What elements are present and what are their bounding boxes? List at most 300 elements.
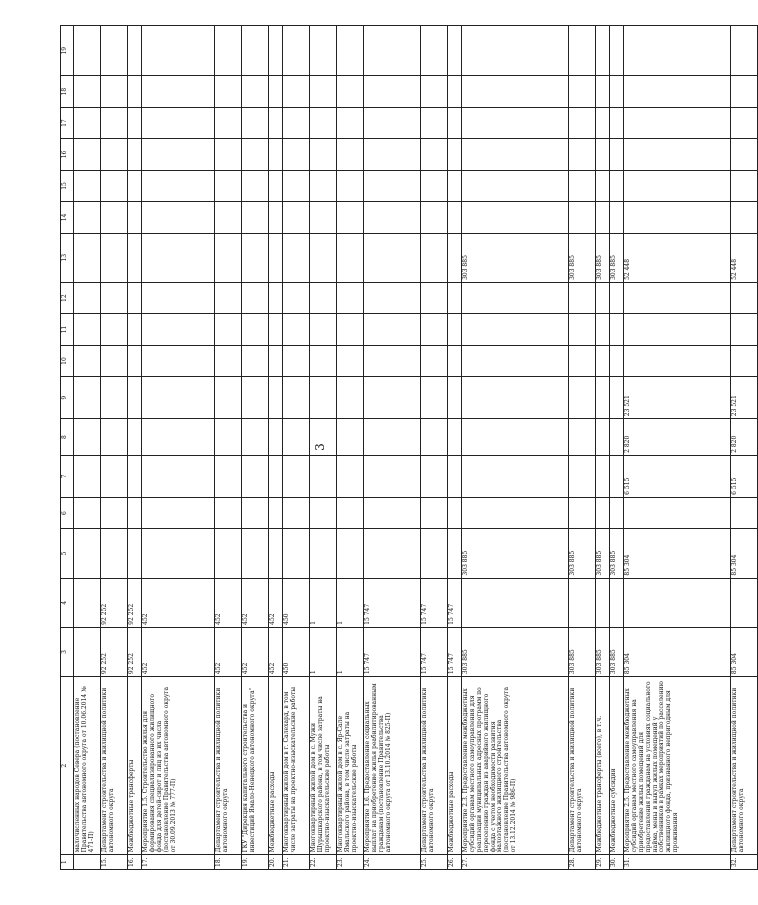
empty-cell — [269, 345, 283, 376]
table-row — [596, 26, 610, 870]
value-cell-col-8 — [215, 419, 242, 456]
value-cell-col-5: 303 885 — [610, 529, 624, 578]
empty-cell — [421, 345, 448, 376]
value-cell-col-7 — [337, 455, 364, 497]
empty-cell — [215, 170, 242, 201]
value-cell-col-4 — [74, 578, 101, 627]
value-cell-col-9 — [101, 377, 128, 419]
empty-cell — [448, 314, 462, 345]
empty-cell — [283, 345, 310, 376]
row-name-cell: Межбюджетные трансферты — [128, 677, 142, 855]
empty-cell — [215, 497, 242, 528]
row-number-cell: 23. — [337, 855, 364, 870]
row-name-cell: Межбюджетные субсидии — [610, 677, 624, 855]
empty-cell — [101, 26, 128, 76]
value-cell-col-9 — [596, 377, 610, 419]
value-cell-col-8 — [569, 419, 596, 456]
col-header: 4 — [61, 578, 74, 627]
row-name-cell: Департамент строительства и жилищной политики автономного округа — [101, 677, 128, 855]
empty-cell — [421, 76, 448, 107]
col-header: 19 — [61, 26, 74, 76]
empty-cell — [128, 139, 142, 170]
value-cell-col-5 — [269, 529, 283, 578]
empty-cell — [101, 76, 128, 107]
value-cell-col-9 — [283, 377, 310, 419]
row-name-cell: Департамент строительства и жилищной политики автономного округа — [731, 677, 758, 855]
value-cell-col-13 — [310, 233, 337, 282]
empty-cell — [74, 107, 101, 138]
page-number: 3 — [312, 443, 327, 451]
col-header: 10 — [61, 345, 74, 376]
value-cell-col-4: 452 — [142, 578, 215, 627]
empty-cell — [596, 170, 610, 201]
table-row — [142, 26, 215, 870]
row-number-cell: 15. — [101, 855, 128, 870]
empty-cell — [242, 202, 269, 233]
empty-cell — [462, 107, 569, 138]
table-row — [421, 26, 448, 870]
empty-cell — [283, 26, 310, 76]
value-cell-col-7 — [462, 455, 569, 497]
empty-cell — [364, 107, 421, 138]
empty-cell — [337, 497, 364, 528]
empty-cell — [610, 282, 624, 313]
value-cell-col-9 — [364, 377, 421, 419]
value-cell-col-4: 92 252 — [128, 578, 142, 627]
empty-cell — [731, 170, 758, 201]
empty-cell — [337, 76, 364, 107]
value-cell-col-3: 303 885 — [462, 627, 569, 676]
row-number-cell: 31. — [624, 855, 731, 870]
value-cell-col-7 — [310, 455, 337, 497]
row-number-cell: 25. — [421, 855, 448, 870]
empty-cell — [624, 107, 731, 138]
empty-cell — [364, 26, 421, 76]
empty-cell — [142, 497, 215, 528]
empty-cell — [142, 26, 215, 76]
row-name-cell: Межбюджетные трансферты (всего), в т.ч. — [596, 677, 610, 855]
empty-cell — [101, 139, 128, 170]
col-header: 16 — [61, 139, 74, 170]
empty-cell — [242, 282, 269, 313]
empty-cell — [215, 282, 242, 313]
empty-cell — [337, 26, 364, 76]
empty-cell — [448, 76, 462, 107]
empty-cell — [462, 76, 569, 107]
row-name-cell: малочисленных народов Севера (постановление Правительства автономного округа от 10.06.2014 № 471-П) — [74, 677, 101, 855]
empty-cell — [337, 107, 364, 138]
empty-cell — [215, 345, 242, 376]
value-cell-col-5 — [142, 529, 215, 578]
value-cell-col-7 — [142, 455, 215, 497]
empty-cell — [596, 345, 610, 376]
value-cell-col-4 — [462, 578, 569, 627]
empty-cell — [74, 202, 101, 233]
col-header: 12 — [61, 282, 74, 313]
value-cell-col-7 — [269, 455, 283, 497]
empty-cell — [269, 202, 283, 233]
col-header: 1 — [61, 855, 74, 870]
empty-cell — [142, 345, 215, 376]
value-cell-col-9 — [462, 377, 569, 419]
value-cell-col-7 — [74, 455, 101, 497]
value-cell-col-9 — [448, 377, 462, 419]
value-cell-col-9 — [128, 377, 142, 419]
row-number-cell: 22. — [310, 855, 337, 870]
value-cell-col-8 — [142, 419, 215, 456]
table-row — [569, 26, 596, 870]
col-header: 15 — [61, 170, 74, 201]
value-cell-col-3: 85 304 — [731, 627, 758, 676]
empty-cell — [731, 202, 758, 233]
table-row — [337, 26, 364, 870]
value-cell-col-13 — [142, 233, 215, 282]
empty-cell — [142, 139, 215, 170]
empty-cell — [283, 497, 310, 528]
value-cell-col-3 — [74, 627, 101, 676]
value-cell-col-4: 452 — [242, 578, 269, 627]
col-header: 14 — [61, 202, 74, 233]
value-cell-col-13 — [448, 233, 462, 282]
empty-cell — [269, 107, 283, 138]
table-row — [364, 26, 421, 870]
value-cell-col-8 — [310, 419, 337, 456]
value-cell-col-4: 452 — [215, 578, 242, 627]
table-row — [731, 26, 758, 870]
empty-cell — [310, 107, 337, 138]
empty-cell — [610, 76, 624, 107]
value-cell-col-3: 1 — [310, 627, 337, 676]
empty-cell — [569, 282, 596, 313]
empty-cell — [596, 497, 610, 528]
empty-cell — [215, 139, 242, 170]
empty-cell — [128, 345, 142, 376]
empty-cell — [128, 314, 142, 345]
row-number-cell: 30. — [610, 855, 624, 870]
empty-cell — [242, 26, 269, 76]
value-cell-col-8 — [448, 419, 462, 456]
empty-cell — [448, 345, 462, 376]
empty-cell — [74, 139, 101, 170]
empty-cell — [283, 282, 310, 313]
empty-cell — [624, 76, 731, 107]
value-cell-col-5 — [421, 529, 448, 578]
value-cell-col-4: 15 747 — [421, 578, 448, 627]
value-cell-col-5 — [74, 529, 101, 578]
value-cell-col-13: 303 885 — [596, 233, 610, 282]
empty-cell — [337, 202, 364, 233]
value-cell-col-5 — [448, 529, 462, 578]
value-cell-col-7 — [610, 455, 624, 497]
empty-cell — [310, 139, 337, 170]
budget-table — [60, 25, 758, 870]
empty-cell — [74, 497, 101, 528]
empty-cell — [569, 139, 596, 170]
row-number-cell: 32. — [731, 855, 758, 870]
empty-cell — [624, 314, 731, 345]
value-cell-col-8 — [337, 419, 364, 456]
value-cell-col-5: 303 885 — [569, 529, 596, 578]
empty-cell — [242, 107, 269, 138]
empty-cell — [448, 170, 462, 201]
value-cell-col-9 — [242, 377, 269, 419]
value-cell-col-4 — [569, 578, 596, 627]
row-number-cell: 18. — [215, 855, 242, 870]
empty-cell — [731, 139, 758, 170]
value-cell-col-4 — [731, 578, 758, 627]
empty-cell — [731, 26, 758, 76]
empty-cell — [364, 345, 421, 376]
empty-cell — [215, 314, 242, 345]
empty-cell — [283, 107, 310, 138]
col-header: 18 — [61, 76, 74, 107]
value-cell-col-5 — [364, 529, 421, 578]
empty-cell — [142, 107, 215, 138]
empty-cell — [462, 139, 569, 170]
empty-cell — [128, 202, 142, 233]
empty-cell — [624, 497, 731, 528]
value-cell-col-3: 452 — [215, 627, 242, 676]
row-number-cell: 16. — [128, 855, 142, 870]
value-cell-col-9 — [569, 377, 596, 419]
row-number-cell: 21. — [283, 855, 310, 870]
value-cell-col-4 — [610, 578, 624, 627]
table-row — [624, 26, 731, 870]
value-cell-col-7 — [283, 455, 310, 497]
value-cell-col-3: 1 — [337, 627, 364, 676]
value-cell-col-9 — [74, 377, 101, 419]
empty-cell — [569, 170, 596, 201]
empty-cell — [74, 314, 101, 345]
empty-cell — [624, 26, 731, 76]
empty-cell — [215, 107, 242, 138]
table-body — [74, 26, 758, 870]
value-cell-col-5 — [128, 529, 142, 578]
empty-cell — [596, 202, 610, 233]
empty-cell — [74, 345, 101, 376]
value-cell-col-3: 450 — [283, 627, 310, 676]
value-cell-col-8 — [610, 419, 624, 456]
empty-cell — [269, 314, 283, 345]
value-cell-col-8 — [421, 419, 448, 456]
col-header: 13 — [61, 233, 74, 282]
empty-cell — [283, 170, 310, 201]
empty-cell — [283, 139, 310, 170]
value-cell-col-3: 303 885 — [610, 627, 624, 676]
empty-cell — [128, 76, 142, 107]
empty-cell — [310, 202, 337, 233]
value-cell-col-8 — [74, 419, 101, 456]
table-row — [269, 26, 283, 870]
value-cell-col-3: 15 747 — [421, 627, 448, 676]
empty-cell — [610, 497, 624, 528]
value-cell-col-7 — [242, 455, 269, 497]
empty-cell — [448, 497, 462, 528]
value-cell-col-13 — [242, 233, 269, 282]
empty-cell — [242, 314, 269, 345]
value-cell-col-9: 23 521 — [731, 377, 758, 419]
empty-cell — [269, 26, 283, 76]
empty-cell — [624, 139, 731, 170]
empty-cell — [364, 282, 421, 313]
value-cell-col-8 — [462, 419, 569, 456]
value-cell-col-3: 452 — [142, 627, 215, 676]
table-row — [462, 26, 569, 870]
value-cell-col-9 — [142, 377, 215, 419]
value-cell-col-13: 303 885 — [462, 233, 569, 282]
table-row — [215, 26, 242, 870]
table-row — [448, 26, 462, 870]
empty-cell — [448, 202, 462, 233]
empty-cell — [421, 282, 448, 313]
value-cell-col-3: 15 747 — [448, 627, 462, 676]
empty-cell — [610, 314, 624, 345]
empty-cell — [142, 202, 215, 233]
value-cell-col-3: 92 252 — [101, 627, 128, 676]
empty-cell — [101, 345, 128, 376]
row-number-cell: 20. — [269, 855, 283, 870]
empty-cell — [215, 26, 242, 76]
value-cell-col-5 — [215, 529, 242, 578]
value-cell-col-7: 6 515 — [624, 455, 731, 497]
value-cell-col-13 — [283, 233, 310, 282]
empty-cell — [242, 76, 269, 107]
empty-cell — [310, 345, 337, 376]
row-number-cell: 26. — [448, 855, 462, 870]
empty-cell — [610, 107, 624, 138]
col-header: 5 — [61, 529, 74, 578]
row-number-cell: 29. — [596, 855, 610, 870]
empty-cell — [142, 76, 215, 107]
table-row — [310, 26, 337, 870]
row-name-cell: ГКУ "Дирекция капитального строительства и инвестиций Ямало-Ненецкого автономного округа" — [242, 677, 269, 855]
empty-cell — [596, 26, 610, 76]
value-cell-col-3: 452 — [242, 627, 269, 676]
value-cell-col-8 — [128, 419, 142, 456]
row-name-cell: Многоквартирный жилой дом в г. Салехард, в том числе затраты на проектно-изыскательские работы — [283, 677, 310, 855]
col-header: 8 — [61, 419, 74, 456]
rotated-table-wrapper — [60, 25, 745, 870]
empty-cell — [462, 314, 569, 345]
value-cell-col-13 — [128, 233, 142, 282]
empty-cell — [448, 139, 462, 170]
value-cell-col-5 — [101, 529, 128, 578]
row-name-cell: Мероприятие 2.3. Предоставление межбюджетных субсидий органам местного самоуправления для реализации муниципальных адресных программ по переселению граждан из аварийного жилищного фонда с учетом необходимости развития малоэтажного жилищного строительства (постановление Правительства автономного округа от 13.12.2014 № 986-П) — [462, 677, 569, 855]
empty-cell — [596, 139, 610, 170]
empty-cell — [283, 76, 310, 107]
empty-cell — [462, 282, 569, 313]
empty-cell — [421, 314, 448, 345]
row-name-cell: Мероприятие 1.5. Строительство жилья для формирования специализированного жилищного фонда для детей-сирот и лиц из их числа (постановление Правительства автономного округа от 30.09.2013 № 777-П) — [142, 677, 215, 855]
row-name-cell: Мероприятие 1.6. Предоставление социальных выплат на приобретение жилья реабилитированным гражданам (постановление Правительства автономного округа от 13.10.2014 № 825-П) — [364, 677, 421, 855]
value-cell-col-7 — [364, 455, 421, 497]
value-cell-col-3: 15 747 — [364, 627, 421, 676]
empty-cell — [101, 282, 128, 313]
value-cell-col-4 — [596, 578, 610, 627]
value-cell-col-8 — [364, 419, 421, 456]
empty-cell — [731, 497, 758, 528]
value-cell-col-7 — [421, 455, 448, 497]
empty-cell — [337, 345, 364, 376]
value-cell-col-5: 85 304 — [624, 529, 731, 578]
col-header: 2 — [61, 677, 74, 855]
empty-cell — [337, 170, 364, 201]
row-number-cell — [74, 855, 101, 870]
value-cell-col-8 — [242, 419, 269, 456]
col-header: 17 — [61, 107, 74, 138]
value-cell-col-3: 303 885 — [569, 627, 596, 676]
table-row — [74, 26, 101, 870]
empty-cell — [731, 76, 758, 107]
empty-cell — [310, 76, 337, 107]
empty-cell — [462, 202, 569, 233]
empty-cell — [101, 202, 128, 233]
empty-cell — [364, 139, 421, 170]
empty-cell — [610, 202, 624, 233]
value-cell-col-8 — [269, 419, 283, 456]
value-cell-col-8: 2 820 — [731, 419, 758, 456]
empty-cell — [101, 107, 128, 138]
value-cell-col-13 — [101, 233, 128, 282]
empty-cell — [624, 345, 731, 376]
empty-cell — [462, 497, 569, 528]
empty-cell — [610, 345, 624, 376]
empty-cell — [569, 202, 596, 233]
row-number-cell: 27. — [462, 855, 569, 870]
empty-cell — [596, 107, 610, 138]
empty-cell — [421, 497, 448, 528]
empty-cell — [269, 170, 283, 201]
empty-cell — [569, 497, 596, 528]
empty-cell — [128, 282, 142, 313]
empty-cell — [624, 170, 731, 201]
empty-cell — [462, 345, 569, 376]
empty-cell — [421, 202, 448, 233]
empty-cell — [128, 107, 142, 138]
empty-cell — [364, 202, 421, 233]
empty-cell — [337, 139, 364, 170]
row-name-cell: Департамент строительства и жилищной политики автономного округа — [569, 677, 596, 855]
empty-cell — [128, 497, 142, 528]
empty-cell — [462, 26, 569, 76]
value-cell-col-13 — [421, 233, 448, 282]
empty-cell — [596, 282, 610, 313]
value-cell-col-4: 15 747 — [364, 578, 421, 627]
empty-cell — [142, 170, 215, 201]
value-cell-col-7 — [215, 455, 242, 497]
empty-cell — [462, 170, 569, 201]
value-cell-col-9 — [215, 377, 242, 419]
value-cell-col-7: 6 515 — [731, 455, 758, 497]
empty-cell — [101, 314, 128, 345]
empty-cell — [569, 26, 596, 76]
value-cell-col-13: 52 448 — [731, 233, 758, 282]
col-header: 9 — [61, 377, 74, 419]
value-cell-col-13 — [74, 233, 101, 282]
empty-cell — [569, 76, 596, 107]
empty-cell — [310, 314, 337, 345]
empty-cell — [731, 107, 758, 138]
value-cell-col-8 — [101, 419, 128, 456]
empty-cell — [364, 76, 421, 107]
empty-cell — [569, 314, 596, 345]
row-number-cell: 28. — [569, 855, 596, 870]
empty-cell — [421, 139, 448, 170]
empty-cell — [448, 107, 462, 138]
row-name-cell: Многоквартирный жилой дом в с. Яр-Сале Ямальского района, в том числе затраты на проектно-изыскательские работы — [337, 677, 364, 855]
col-header: 6 — [61, 497, 74, 528]
row-name-cell: Многоквартирный жилой дом в с. Мужи Шурышкарского района, в том числе затраты на проектно-изыскательские работы — [310, 677, 337, 855]
